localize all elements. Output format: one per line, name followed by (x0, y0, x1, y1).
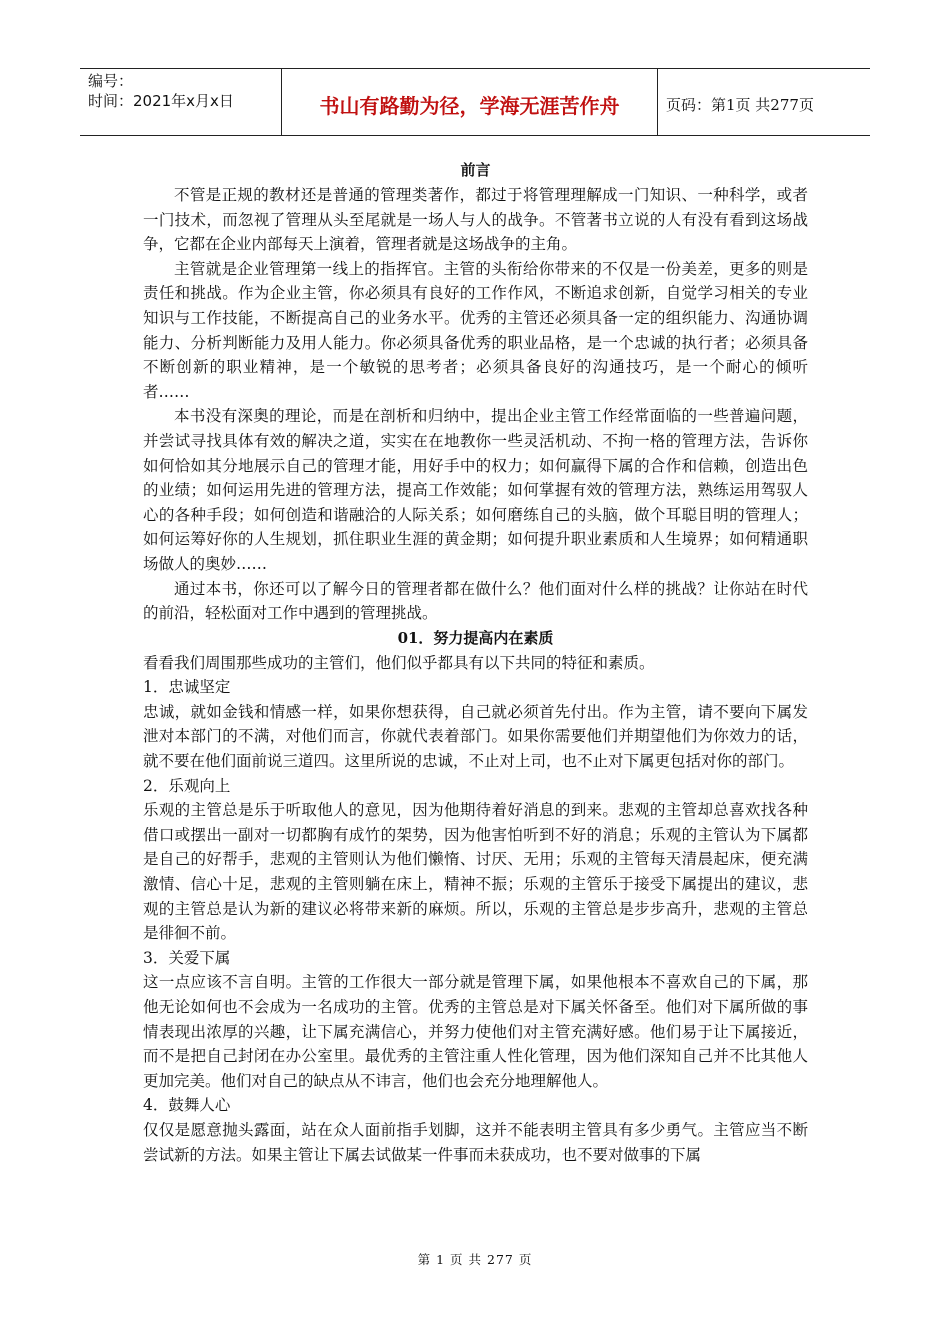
item-text: 仅仅是愿意抛头露面，站在众人面前指手划脚，这并不能表明主管具有多少勇气。主管应当不断尝试新的方法。如果主管让下属去试做某一件事而未获成功，也不要对做事的下属 (143, 1120, 808, 1164)
preface-paragraph: 通过本书，你还可以了解今日的管理者都在做什么？他们面对什么样的挑战？让你站在时代的前沿，轻松面对工作中遇到的管理挑战。 (143, 579, 808, 623)
item-heading: 2．乐观向上 (143, 776, 231, 795)
header-page-number: 页码：第1页 共277页 (666, 95, 814, 114)
item-text: 这一点应该不言自明。主管的工作很大一部分就是管理下属，如果他根本不喜欢自己的下属，那他无论如何也不会成为一名成功的主管。优秀的主管总是对下属关怀备至。他们对下属所做的事情表现出浓厚的兴趣，让下属充满信心，并努力使他们对主管充满好感。他们易于让下属接近，而不是把自己封闭在办公室里。最优秀的主管注重人性化管理，因为他们深知自己并不比其他人更加完美。他们对自己的缺点从不讳言，他们也会充分地理解他人。 (143, 973, 808, 1090)
item-heading: 3．关爱下属 (143, 948, 231, 967)
section-intro: 看看我们周围那些成功的主管们，他们似乎都具有以下共同的特征和素质。 (143, 653, 655, 672)
document-body (143, 158, 808, 1167)
item-text: 乐观的主管总是乐于听取他人的意见，因为他期待着好消息的到来。悲观的主管却总喜欢找各种借口或摆出一副对一切都胸有成竹的架势，因为他害怕听到不好的消息；乐观的主管认为下属都是自己的好帮手，悲观的主管则认为他们懒惰、讨厌、无用；乐观的主管每天清晨起床，便充满激情、信心十足，悲观的主管则躺在床上，精神不振；乐观的主管乐于接受下属提出的建议，悲观的主管总是认为新的建议必将带来新的麻烦。所以，乐观的主管总是步步高升，悲观的主管总是徘徊不前。 (143, 801, 808, 943)
item-heading: 4．鼓舞人心 (143, 1096, 231, 1115)
header-meta (80, 69, 282, 135)
preface-title: 前言 (460, 161, 491, 179)
page-footer: 第 1 页 共 277 页 (417, 1252, 533, 1267)
header-number: 编号： (88, 72, 134, 90)
preface-paragraph: 本书没有深奥的理论，而是在剖析和归纳中，提出企业主管工作经常面临的一些普遍问题，并尝试寻找具体有效的解决之道，实实在在地教你一些灵活机动、不拘一格的管理方法，告诉你如何恰如其分地展示自己的管理才能，用好手中的权力；如何赢得下属的合作和信赖，创造出色的业绩；如何运用先进的管理方法，提高工作效能；如何掌握有效的管理方法，熟练运用驾驭人心的各种手段；如何创造和谐融洽的人际关系；如何磨练自己的头脑，做个耳聪目明的管理人；如何运筹好你的人生规划，抓住职业生涯的黄金期；如何提升职业素质和人生境界；如何精通职场做人的奥妙…… (143, 407, 808, 573)
item-heading: 1．忠诚坚定 (143, 678, 231, 697)
header-motto: 书山有路勤为径，学海无涯苦作舟 (282, 69, 658, 135)
header-date: 时间：2021年x月x日 (88, 92, 234, 110)
preface-paragraph: 主管就是企业管理第一线上的指挥官。主管的头衔给你带来的不仅是一份美差，更多的则是责任和挑战。作为企业主管，你必须具有良好的工作作风，不断追求创新，自觉学习相关的专业知识与工作技能，不断提高自己的业务水平。优秀的主管还必须具备一定的组织能力、沟通协调能力、分析判断能力及用人能力。你必须具备优秀的职业品格，是一个忠诚的执行者；必须具备不断创新的职业精神，是一个敏锐的思考者；必须具备良好的沟通技巧，是一个耐心的倾听者…… (143, 259, 808, 401)
section-title: 01．努力提高内在素质 (397, 628, 554, 647)
preface-paragraph: 不管是正规的教材还是普通的管理类著作，都过于将管理理解成一门知识、一种科学，或者一门技术，而忽视了管理从头至尾就是一场人与人的战争。不管著书立说的人有没有看到这场战争，它都在企业内部每天上演着，管理者就是这场战争的主角。 (143, 186, 808, 254)
document-header (80, 68, 870, 136)
item-text: 忠诚，就如金钱和情感一样，如果你想获得，自己就必须首先付出。作为主管，请不要向下属发泄对本部门的不满，对他们而言，你就代表着部门。如果你需要他们并期望他们为你效力的话，就不要在他们面前说三道四。这里所说的忠诚，不止对上司，也不止对下属更包括对你的部门。 (143, 702, 808, 771)
